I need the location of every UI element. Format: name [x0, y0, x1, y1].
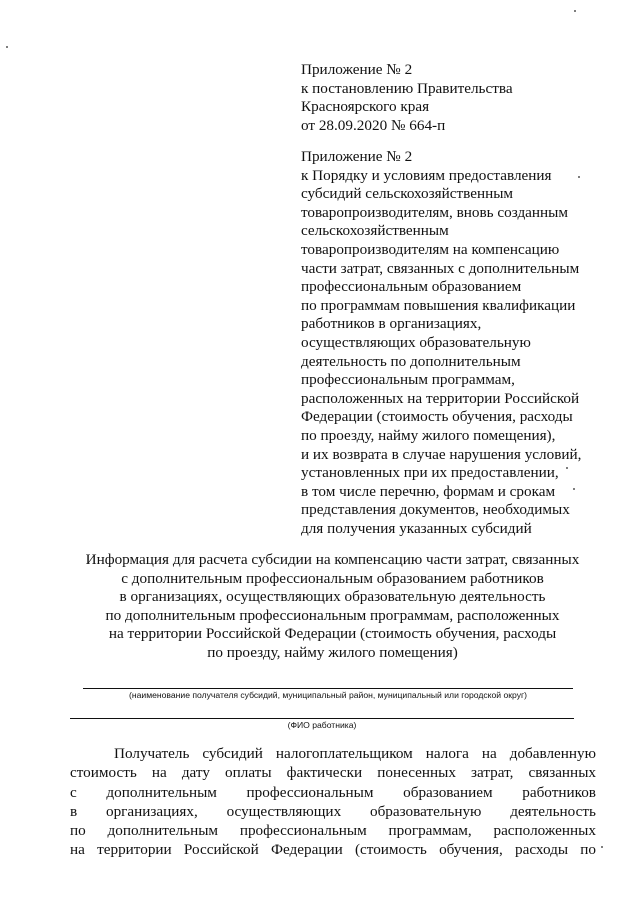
title-line: Информация для расчета субсидии на компенсацию части затрат, связанных: [85, 551, 580, 568]
header-line: товаропроизводителям на компенсацию: [301, 240, 560, 258]
header-line: по программам повышения квалификации: [301, 296, 576, 314]
recipient-caption: (наименование получателя субсидий, муниципальный район, муниципальный или городской округ): [129, 690, 527, 700]
scan-speck: [578, 176, 580, 178]
word: дополнительным: [106, 783, 217, 801]
word: осуществляющих: [226, 802, 342, 820]
fill-in-line: [70, 718, 574, 719]
header-line: сельскохозяйственным: [301, 222, 449, 240]
word: деятельность: [510, 802, 596, 820]
appendix-header-procedure: [301, 148, 601, 538]
word: профессиональным: [239, 822, 367, 840]
word: образованием: [403, 783, 493, 801]
worker-caption: (ФИО работника): [287, 720, 357, 730]
word: организациях,: [105, 802, 198, 820]
header-line: деятельность по дополнительным: [301, 352, 521, 370]
title-line: с дополнительным профессиональным образованием работников: [121, 569, 544, 587]
word: с: [70, 783, 77, 801]
body-line: [70, 783, 596, 802]
header-line: Приложение № 2: [301, 148, 413, 165]
body-line: на территории Российской Федерации (стоимость обучения, расходы по: [70, 841, 596, 859]
header-line: для получения указанных субсидий: [301, 519, 532, 537]
word: образовательную: [369, 802, 482, 820]
scan-speck: [566, 467, 568, 469]
worker-name-field[interactable]: [70, 718, 574, 731]
fill-in-line: [83, 688, 573, 689]
title-line: в организациях, осуществляющих образовательную деятельность: [119, 588, 546, 606]
document-title: [70, 551, 595, 663]
header-line: работников в организациях,: [301, 315, 482, 333]
header-line: товаропроизводителям, вновь созданным: [301, 203, 568, 221]
header-line: к постановлению Правительства: [301, 79, 513, 97]
header-line: по проезду, найму жилого помещения),: [301, 426, 556, 444]
recipient-name-field[interactable]: [83, 688, 573, 701]
header-line: профессиональным программам,: [301, 371, 515, 389]
header-line: от 28.09.2020 № 664-п: [301, 116, 446, 134]
header-line: субсидий сельскохозяйственным: [301, 185, 514, 203]
body-paragraph: [70, 744, 596, 860]
body-line: Получатель субсидий налогоплательщиком налога на добавленную: [114, 745, 596, 762]
scan-speck: [601, 846, 603, 848]
word: профессиональным: [246, 783, 374, 801]
appendix-header-government-resolution: [301, 61, 601, 135]
body-line: стоимость на дату оплаты фактически понесенных затрат, связанных: [70, 764, 596, 782]
word: программам,: [388, 822, 472, 840]
word: по: [70, 822, 86, 840]
header-line: в том числе перечню, формам и срокам: [301, 482, 556, 500]
header-line: части затрат, связанных с дополнительным: [301, 259, 580, 277]
word: дополнительным: [107, 822, 219, 840]
word: расположенных: [493, 822, 596, 840]
header-line: к Порядку и условиям предоставления: [301, 166, 552, 184]
title-line: на территории Российской Федерации (стоимость обучения, расходы: [108, 625, 557, 643]
header-line: установленных при их предоставлении,: [301, 464, 559, 482]
body-line: [70, 802, 596, 821]
word: работников: [522, 783, 596, 801]
header-line: представления документов, необходимых: [301, 501, 570, 519]
scan-speck: [6, 46, 8, 48]
header-line: Приложение № 2: [301, 61, 413, 78]
header-line: и их возврата в случае нарушения условий,: [301, 445, 582, 463]
header-line: осуществляющих образовательную: [301, 333, 531, 351]
body-line: [70, 821, 596, 840]
word: в: [70, 802, 78, 820]
header-line: Красноярского края: [301, 98, 430, 116]
header-line: профессиональным образованием: [301, 278, 522, 296]
title-line: по дополнительным профессиональным программам, расположенных: [105, 606, 560, 624]
scan-speck: [573, 488, 575, 490]
header-line: расположенных на территории Российской: [301, 389, 580, 407]
header-line: Федерации (стоимость обучения, расходы: [301, 408, 573, 426]
title-line: по проезду, найму жилого помещения): [207, 643, 458, 661]
scan-speck: [574, 10, 576, 12]
